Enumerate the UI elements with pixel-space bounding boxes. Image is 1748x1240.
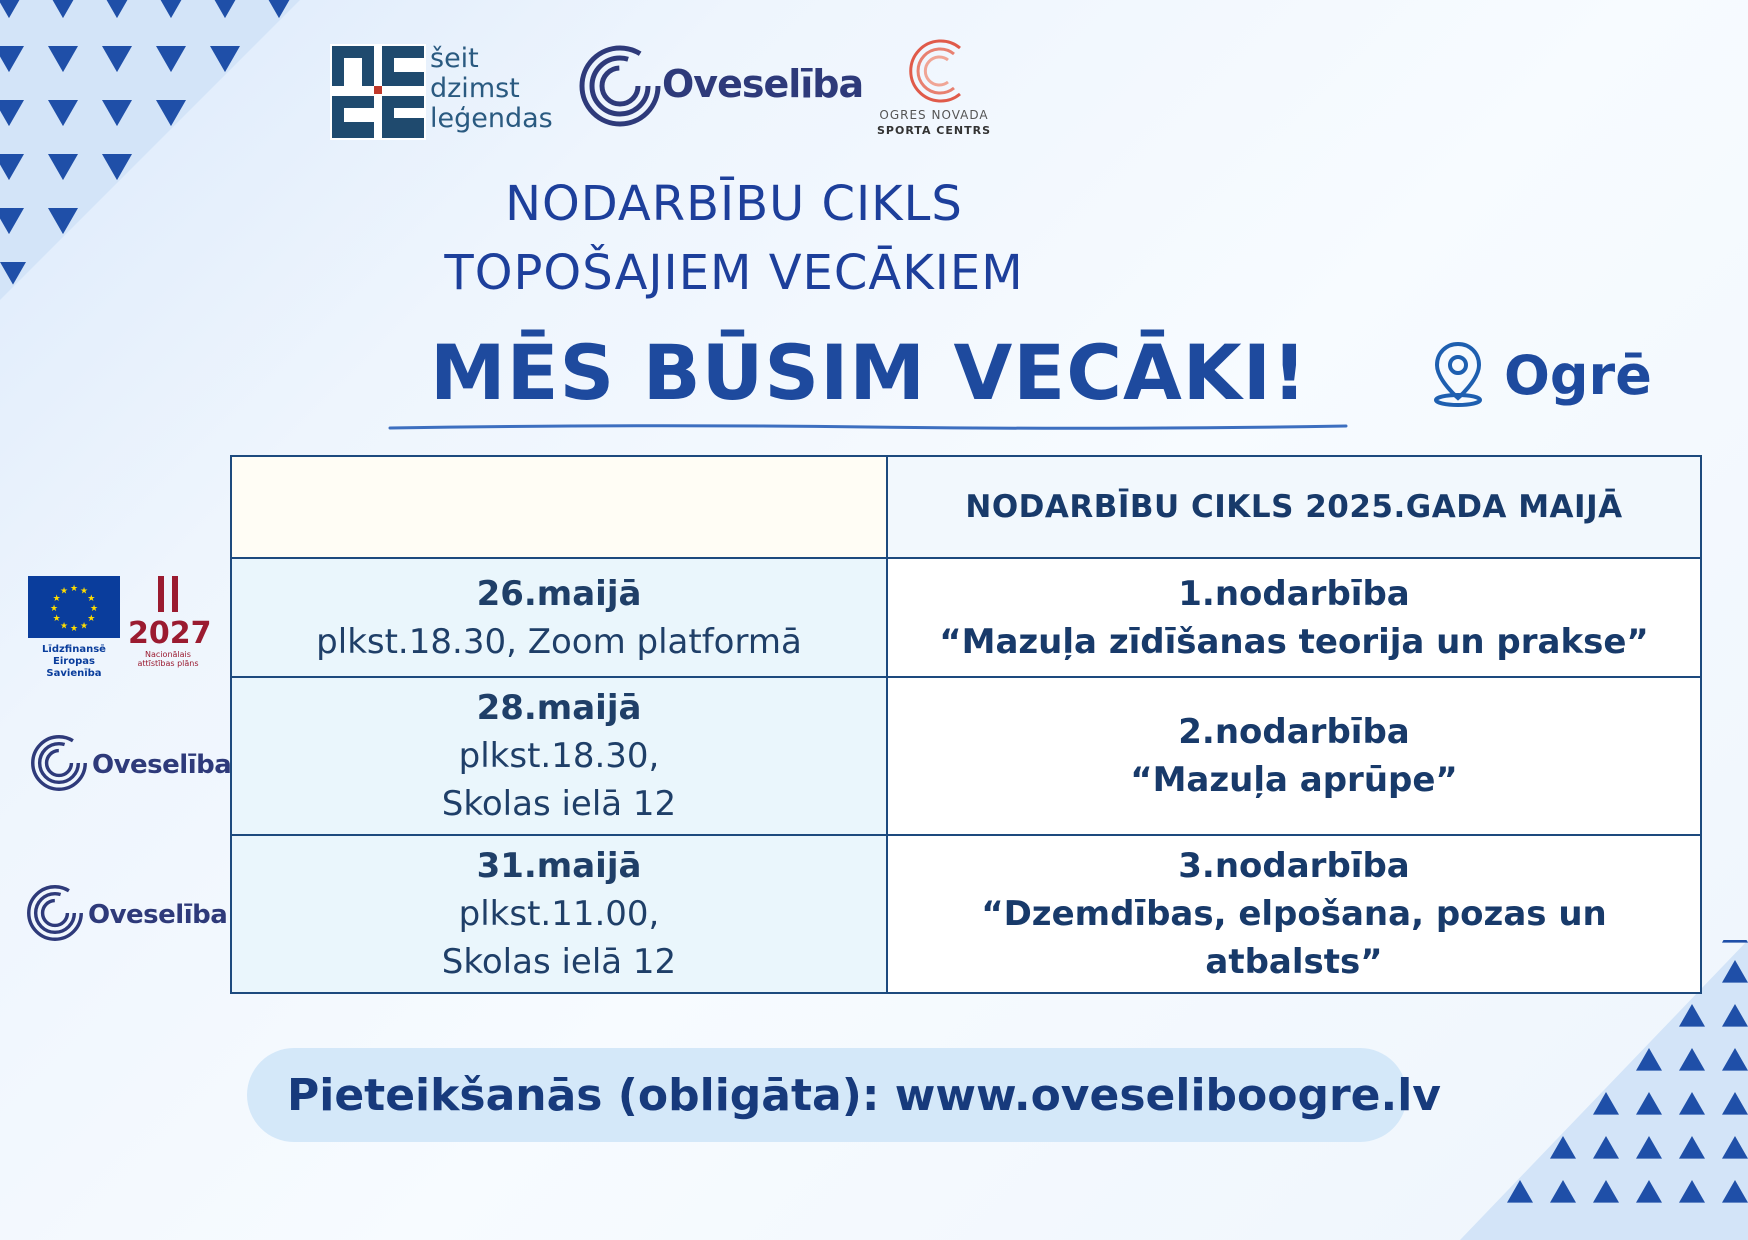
oveseliba-logo-icon bbox=[578, 44, 662, 128]
ogre-logo-line-3: leģendas bbox=[430, 103, 553, 134]
session-topic: “Mazuļa aprūpe” bbox=[1130, 760, 1458, 800]
table-row bbox=[231, 677, 1701, 835]
nap-logo bbox=[128, 572, 212, 672]
headline: MĒS BŪSIM VECĀKI! bbox=[430, 328, 1308, 417]
session-time: plkst.11.00, bbox=[458, 894, 660, 934]
eu-caption-line-1: Līdzfinansē bbox=[42, 644, 106, 655]
location-text: Ogrē bbox=[1504, 344, 1652, 407]
session-date: 26.maijā bbox=[476, 573, 642, 614]
sport-centre-logo bbox=[872, 32, 996, 152]
session-date: 28.maijā bbox=[476, 688, 642, 728]
oveseliba-side-logo-1 bbox=[30, 734, 230, 796]
eu-caption bbox=[24, 644, 124, 680]
session-number: 1.nodarbība bbox=[1178, 573, 1410, 614]
oveseliba-logo-word: Oveselība bbox=[662, 62, 864, 106]
oveseliba-logo bbox=[578, 44, 868, 134]
location-pin-icon bbox=[1428, 338, 1488, 408]
table-header-row bbox=[231, 456, 1701, 558]
schedule-table bbox=[230, 455, 1702, 994]
decor-triangle bbox=[1722, 940, 1748, 943]
ogre-logo bbox=[330, 44, 570, 144]
eu-star-icon: ★ bbox=[79, 586, 89, 597]
eu-stars-icon bbox=[28, 576, 120, 638]
nap-caption-line-2: attīstības plāns bbox=[137, 659, 199, 668]
date-cell bbox=[231, 835, 887, 993]
oveseliba-side-logo-word: Oveselība bbox=[88, 900, 228, 930]
session-place: Skolas ielā 12 bbox=[441, 942, 677, 982]
headline-underline bbox=[388, 420, 1348, 434]
eu-star-icon: ★ bbox=[49, 604, 59, 614]
eu-star-icon: ★ bbox=[52, 594, 61, 604]
table-row bbox=[231, 558, 1701, 677]
oveseliba-side-logo-word: Oveselība bbox=[92, 750, 232, 780]
partner-logos bbox=[320, 40, 1000, 150]
registration-banner[interactable] bbox=[247, 1048, 1441, 1142]
session-number: 2.nodarbība bbox=[1178, 712, 1410, 752]
activity-cell bbox=[887, 558, 1701, 677]
ogre-logo-line-2: dzimst bbox=[430, 73, 520, 104]
oveseliba-side-logo-2 bbox=[26, 884, 226, 946]
sport-centre-line-1: OGRES NOVADA bbox=[879, 108, 989, 122]
eu-caption-line-2: Eiropas Savienība bbox=[46, 656, 102, 679]
table-header: NODARBĪBU CIKLS 2025.GADA MAIJĀ bbox=[887, 456, 1701, 558]
eu-star-icon: ★ bbox=[52, 614, 61, 624]
ogre-logo-mark bbox=[330, 44, 426, 140]
eu-star-icon: ★ bbox=[69, 584, 79, 594]
activity-cell bbox=[887, 835, 1701, 993]
eu-star-icon: ★ bbox=[59, 586, 69, 597]
sport-centre-logo-mark bbox=[872, 32, 996, 108]
nap-year: 2027 bbox=[128, 616, 212, 651]
date-cell bbox=[231, 558, 887, 677]
oveseliba-logo-icon bbox=[30, 734, 88, 792]
nap-logo-mark bbox=[128, 572, 208, 618]
session-time: plkst.18.30, bbox=[458, 736, 660, 776]
activity-cell bbox=[887, 677, 1701, 835]
session-number: 3.nodarbība bbox=[1178, 846, 1410, 886]
ogre-logo-text bbox=[430, 44, 553, 134]
date-cell bbox=[231, 677, 887, 835]
title-line-1: NODARBĪBU CIKLS bbox=[505, 176, 963, 232]
session-date: 31.maijā bbox=[476, 846, 642, 886]
eu-star-icon: ★ bbox=[87, 614, 96, 624]
eu-star-icon: ★ bbox=[79, 621, 89, 632]
oveseliba-logo-icon bbox=[26, 884, 84, 942]
nap-caption-line-1: Nacionālais bbox=[145, 650, 191, 659]
eu-star-icon: ★ bbox=[89, 604, 99, 614]
session-time-place: plkst.18.30, Zoom platformā bbox=[316, 621, 802, 662]
session-topic: “Dzemdības, elpošana, pozas un atbalsts” bbox=[981, 894, 1607, 982]
eu-funding-logos bbox=[24, 572, 214, 679]
session-place: Skolas ielā 12 bbox=[441, 784, 677, 824]
eu-star-icon: ★ bbox=[87, 594, 96, 604]
table-row bbox=[231, 835, 1701, 993]
ogre-logo-line-1: šeit bbox=[430, 43, 479, 74]
eu-star-icon: ★ bbox=[59, 621, 69, 632]
nap-caption bbox=[128, 650, 208, 668]
eu-star-icon: ★ bbox=[69, 624, 79, 634]
title-line-2: TOPOŠAJIEM VECĀKIEM bbox=[444, 245, 1024, 301]
eu-flag-icon bbox=[28, 576, 120, 638]
location bbox=[1428, 338, 1652, 412]
registration-text[interactable]: Pieteikšanās (obligāta): www.oveseliboogre.lv bbox=[287, 1070, 1441, 1121]
table-header-empty-cell bbox=[231, 456, 887, 558]
sport-centre-line-2: SPORTA CENTRS bbox=[877, 124, 991, 137]
session-topic: “Mazuļa zīdīšanas teorija un prakse” bbox=[939, 621, 1649, 662]
